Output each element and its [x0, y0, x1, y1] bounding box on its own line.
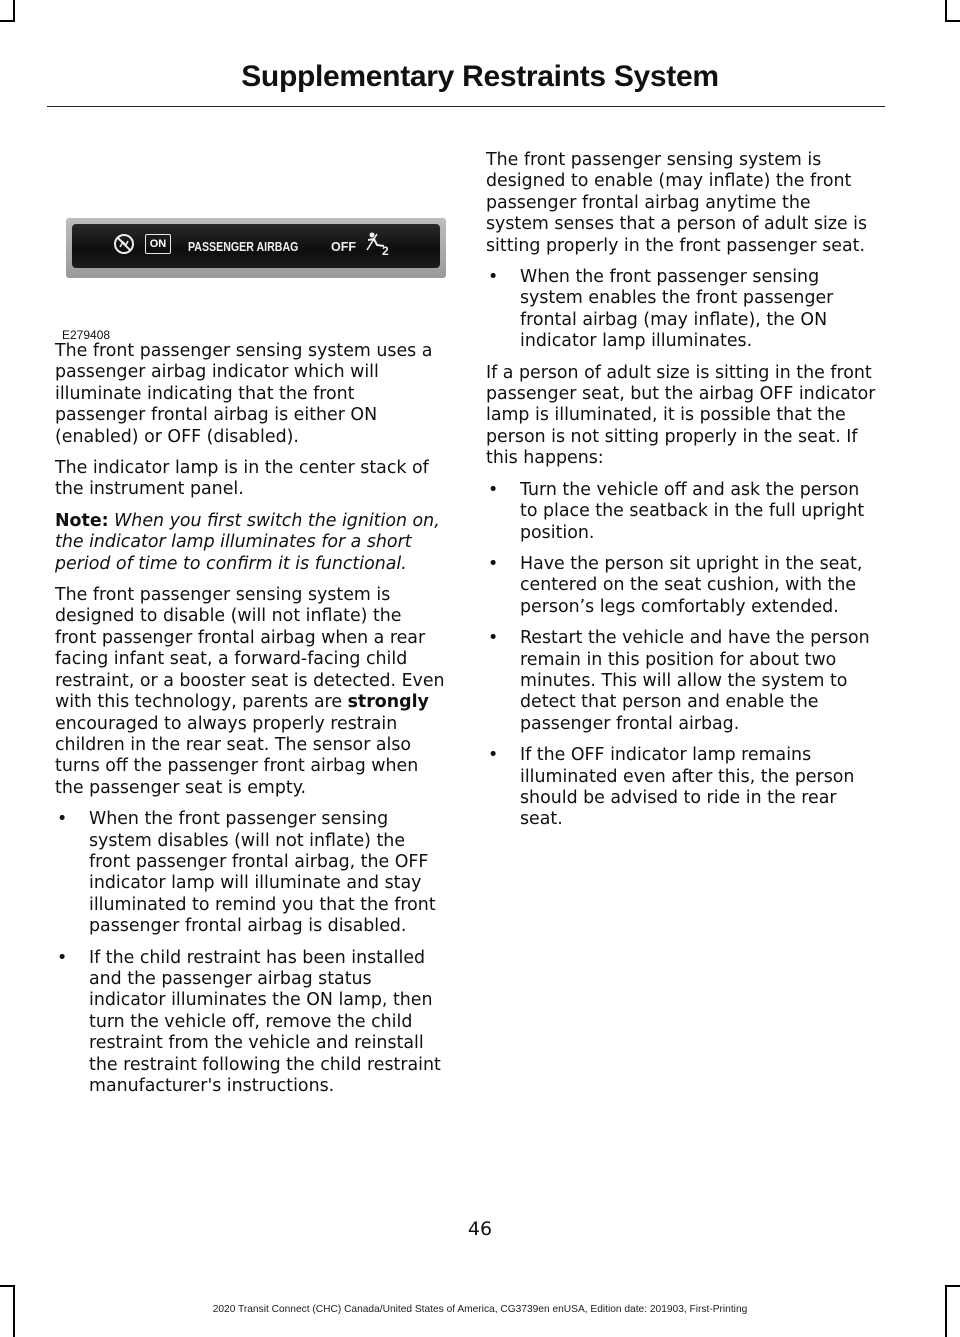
list-item-text: When the front passenger sensing system disables (will not inflate) the front passenger frontal airbag, the OFF indicator lamp will illuminate and stay illuminated to remind you that the front passenger frontal airbag is disabled. [89, 809, 436, 937]
bullet-icon: • [57, 809, 68, 830]
note-label: Note: [55, 510, 109, 531]
list-item-text: When the front passenger sensing system enables the front passenger frontal airbag (may inflate), the ON indicator lamp illuminates. [520, 267, 834, 352]
bullet-icon: • [488, 553, 499, 574]
header-rule [47, 106, 885, 107]
list-item [486, 628, 878, 735]
crop-mark [945, 0, 947, 22]
list-item-text: Have the person sit upright in the seat, centered on the seat cushion, with the person’s legs comfortably extended. [520, 553, 863, 617]
right-column [486, 150, 878, 841]
list-item [55, 809, 447, 937]
figure-code: E279408 [62, 328, 111, 342]
bullet-icon: • [488, 267, 499, 288]
crop-mark [945, 20, 960, 22]
list-item-text: Restart the vehicle and have the person remain in this position for about two minutes. This will allow the system to detect that person and enable the passenger frontal airbag. [520, 628, 870, 734]
passenger-airbag-figure [55, 150, 447, 340]
svg-text:2: 2 [382, 244, 389, 258]
child-seat-disabled-icon [113, 233, 135, 261]
paragraph [55, 585, 447, 799]
indicator-display [72, 224, 440, 268]
bullet-icon: • [488, 745, 499, 766]
bullet-icon: • [488, 628, 499, 649]
off-lamp: OFF [331, 240, 356, 254]
list-item-text: Turn the vehicle off and ask the person to place the seatback in the full upright position. [520, 479, 865, 543]
list-item [486, 745, 878, 831]
airbag-off-icon [364, 230, 394, 264]
bullet-list [486, 267, 878, 353]
passenger-airbag-label: PASSENGER AIRBAG [188, 240, 299, 254]
indicator-panel [66, 218, 446, 278]
paragraph: The indicator lamp is in the center stack of the instrument panel. [55, 458, 429, 500]
list-item [486, 267, 878, 353]
bullet-list [486, 480, 878, 831]
crop-mark [945, 1285, 960, 1287]
bullet-list [55, 809, 447, 1097]
list-item [486, 480, 878, 544]
note [55, 511, 447, 575]
list-item [55, 948, 447, 1098]
emphasis: strongly [347, 692, 429, 713]
page-number: 46 [467, 1218, 493, 1240]
footer: 2020 Transit Connect (CHC) Canada/United States of America, CG3739en enUSA, Edition date: 201903, First-Printing [212, 1304, 748, 1315]
on-lamp: ON [145, 234, 171, 254]
paragraph: The front passenger sensing system uses a passenger airbag indicator which will illuminate indicating that the front passenger frontal airbag is either ON (enabled) or OFF (disabled). [55, 341, 433, 447]
left-column [55, 150, 447, 1107]
bullet-icon: • [57, 947, 68, 968]
paragraph-text: The front passenger sensing system is designed to disable (will not inflate) the front passenger frontal airbag when a rear facing infant seat, a forward-facing child restraint, or a booster seat is detected. Even with this technology, parents are [55, 585, 445, 713]
list-item-text: If the child restraint has been installed and the passenger airbag status indicator illuminates the ON lamp, then turn the vehicle off, remove the child restraint from the vehicle and reinstall the restraint following the child restraint manufacturer's instructions. [89, 947, 441, 1096]
paragraph: The front passenger sensing system is designed to enable (may inflate) the front passenger frontal airbag anytime the system senses that a person of adult size is sitting properly in the front passenger seat. [486, 150, 868, 256]
paragraph: If a person of adult size is sitting in the front passenger seat, but the airbag OFF indicator lamp is illuminated, it is possible that the person is not sitting properly in the seat. If this happens: [486, 362, 876, 469]
bullet-icon: • [488, 479, 499, 500]
crop-mark [0, 1285, 15, 1287]
page-title: Supplementary Restraints System [241, 60, 719, 93]
list-item [486, 554, 878, 618]
note-text: When you first switch the ignition on, the indicator lamp illuminates for a short period of time to confirm it is functional. [55, 510, 440, 574]
crop-mark [13, 0, 15, 22]
list-item-text: If the OFF indicator lamp remains illuminated even after this, the person should be advised to ride in the rear seat. [520, 745, 855, 830]
paragraph-text: encouraged to always properly restrain children in the rear seat. The sensor also turns off the passenger front airbag when the passenger seat is empty. [55, 713, 419, 798]
crop-mark [0, 20, 15, 22]
